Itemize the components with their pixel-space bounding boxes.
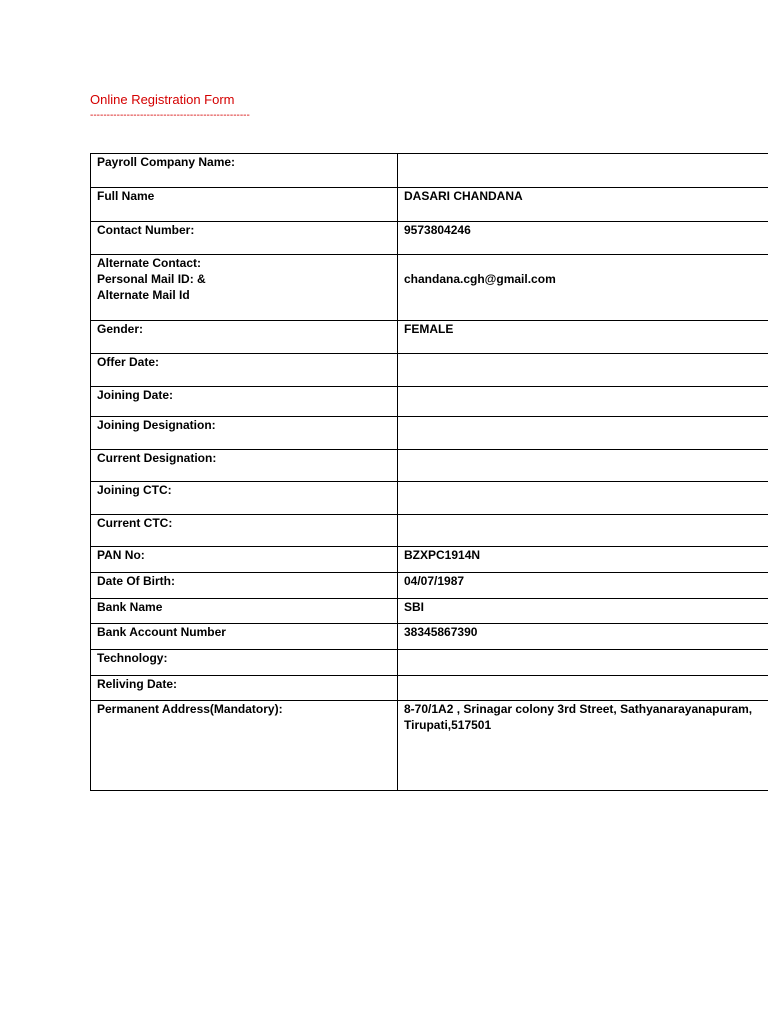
field-value [398, 624, 768, 650]
field-label-text: Joining Date: [97, 388, 174, 402]
field-label [91, 417, 398, 450]
field-value-text: FEMALE [404, 322, 454, 336]
table-row-offer-date [91, 354, 768, 387]
field-label-text: Bank Account Number [97, 625, 226, 639]
field-label [91, 701, 398, 791]
table-row-alternate-contact [91, 255, 768, 321]
table-row-joining-designation [91, 417, 768, 450]
table-row-gender [91, 321, 768, 354]
title-underline: ------------------------------------------------ [90, 110, 250, 121]
field-value [398, 321, 768, 354]
table-row-current-ctc [91, 515, 768, 547]
field-label-text: Date Of Birth: [97, 574, 175, 588]
field-label-text: Joining CTC: [97, 483, 172, 497]
field-label-text: Bank Name [97, 600, 163, 614]
table-row-full-name [91, 188, 768, 222]
field-value [398, 222, 768, 255]
table-row-reliving-date [91, 676, 768, 701]
field-value [398, 354, 768, 387]
field-value-text: 9573804246 [404, 223, 471, 237]
field-value [398, 387, 768, 417]
field-value [398, 450, 768, 482]
table-row-payroll-company [91, 154, 768, 188]
table-row-bank-name [91, 599, 768, 624]
field-label [91, 321, 398, 354]
field-label-text: Permanent Address(Mandatory): [97, 702, 283, 716]
field-value [398, 547, 768, 573]
field-label [91, 624, 398, 650]
field-label [91, 573, 398, 599]
field-value [398, 599, 768, 624]
field-value-text: chandana.cgh@gmail.com [404, 272, 556, 286]
field-label [91, 515, 398, 547]
table-row-date-of-birth [91, 573, 768, 599]
field-value [398, 573, 768, 599]
field-label-text: Payroll Company Name: [97, 155, 236, 169]
table-row-contact-number [91, 222, 768, 255]
field-label-text: Offer Date: [97, 355, 160, 369]
field-label [91, 676, 398, 701]
field-value-text: 04/07/1987 [404, 574, 465, 588]
field-value [398, 701, 768, 791]
field-label-text: Current Designation: [97, 451, 217, 465]
field-value [398, 650, 768, 676]
registration-table [90, 153, 768, 791]
field-label [91, 354, 398, 387]
field-value [398, 417, 768, 450]
table-row-technology [91, 650, 768, 676]
field-value [398, 482, 768, 515]
field-value [398, 676, 768, 701]
field-value [398, 154, 768, 188]
field-label [91, 188, 398, 222]
table-row-permanent-address [91, 701, 768, 791]
field-label-text: Gender: [97, 322, 144, 336]
field-label [91, 547, 398, 573]
field-label [91, 450, 398, 482]
field-label-text: PAN No: [97, 548, 145, 562]
field-label-text: Joining Designation: [97, 418, 216, 432]
form-title: Online Registration Form [90, 92, 235, 107]
field-label [91, 255, 398, 321]
field-label [91, 482, 398, 515]
field-value [398, 255, 768, 321]
field-value [398, 188, 768, 222]
table-row-pan-no [91, 547, 768, 573]
field-label-text: Full Name [97, 189, 155, 203]
field-value-text: 8-70/1A2 , Srinagar colony 3rd Street, Sathyanarayanapuram, Tirupati,517501 [404, 702, 753, 732]
table-row-current-designation [91, 450, 768, 482]
field-label [91, 222, 398, 255]
field-value [398, 515, 768, 547]
table-row-joining-ctc [91, 482, 768, 515]
field-label-text: Contact Number: [97, 223, 195, 237]
field-label [91, 650, 398, 676]
field-label-text: Alternate Contact: Personal Mail ID: & Alternate Mail Id [97, 256, 206, 302]
field-value-text: DASARI CHANDANA [404, 189, 523, 203]
field-label [91, 599, 398, 624]
field-value-text: 38345867390 [404, 625, 478, 639]
field-value-text: SBI [404, 600, 425, 614]
field-label-text: Technology: [97, 651, 168, 665]
table-row-bank-account-number [91, 624, 768, 650]
field-value-text: BZXPC1914N [404, 548, 481, 562]
table-row-joining-date [91, 387, 768, 417]
field-label [91, 154, 398, 188]
field-label-text: Reliving Date: [97, 677, 178, 691]
field-label [91, 387, 398, 417]
field-label-text: Current CTC: [97, 516, 173, 530]
